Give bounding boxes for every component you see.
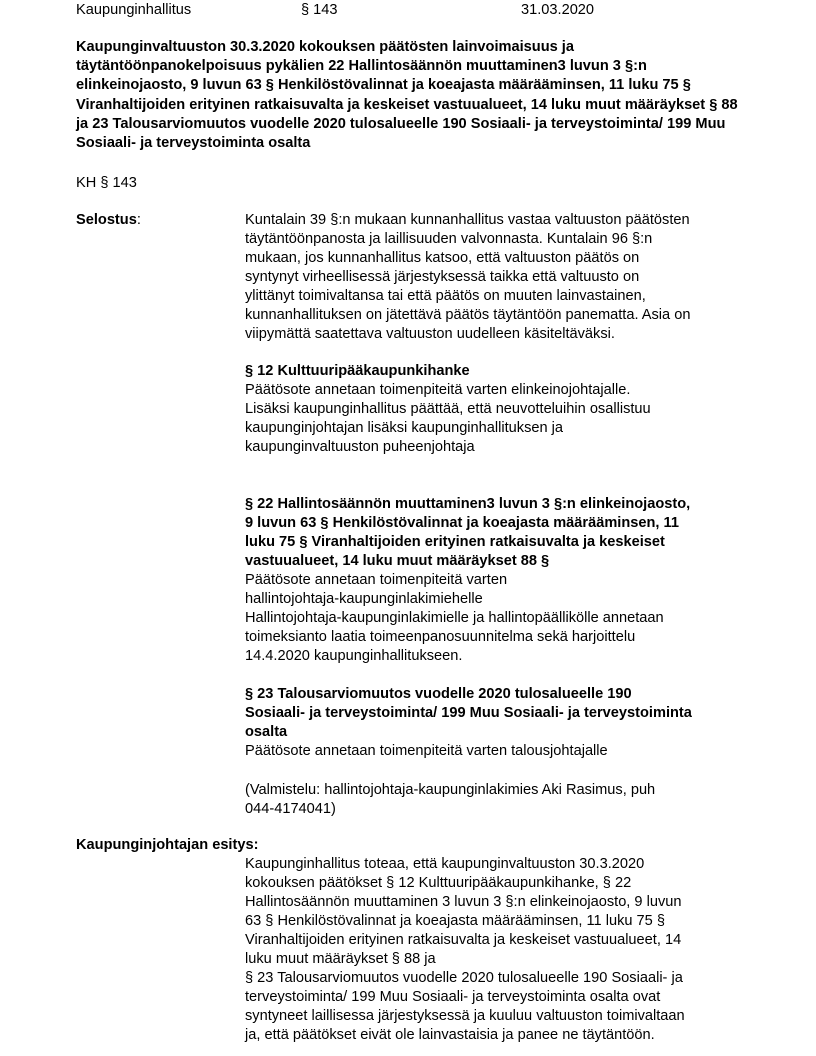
document-title: Kaupunginvaltuuston 30.3.2020 kokouksen päätösten lainvoimaisuus ja täytäntöönpanokelpoisuus pykälien 22 Hallintosäännön muuttaminen3 luvun 3 §:n elinkeinojaosto, 9 luvun 63 § Henkilöstövalinnat ja koeajasta määrääminsen, 11 luku 75 § Viranhaltijoiden erityinen ratkaisuvalta ja keskeiset vastuualueet, 14 luku muut määräykset § 88 ja 23 Talousarviomuutos vuodelle 2020 tulosalueelle 190 Sosiaali- ja terveystoiminta/ 199 Muu Sosiaali- ja terveystoiminta osalta [76,39,738,152]
section-12-line: Päätösote annetaan toimenpiteitä varten elinkeinojohtajalle. [245,382,631,398]
intro-line: mukaan, jos kunnanhallitus katsoo, että valtuuston päätös on [245,250,640,266]
section-22-heading: § 22 Hallintosäännön muuttaminen3 luvun 3 §:n elinkeinojaosto, [245,496,691,512]
intro-line: ylittänyt toimivaltansa tai että päätös on muuten lainvastainen, [245,288,646,304]
section-12-line: kaupunginjohtajan lisäksi kaupunginhallituksen ja [245,420,564,436]
section-23-heading: Sosiaali- ja terveystoiminta/ 199 Muu Sosiaali- ja terveystoiminta [245,705,692,721]
section-12-line: Lisäksi kaupunginhallitus päättää, että neuvotteluihin osallistuu [245,401,651,417]
esitys-line: Viranhaltijoiden erityinen ratkaisuvalta ja keskeiset vastuualueet, 14 [245,932,682,948]
intro-line: syntynyt virheellisessä järjestyksessä taikka että valtuusto on [245,269,640,285]
section-22-heading: vastuualueet, 14 luku muut määräykset 88 § [245,553,550,569]
section-12 [245,362,745,457]
esitys-line: luku muut määräykset § 88 ja [245,951,436,967]
section-23 [245,685,745,761]
intro-line: viipymättä saatettava valtuuston uudelleen käsiteltäväksi. [245,326,615,342]
esitys-line: syntyneet laillisessa järjestyksessä ja kuuluu valtuuston toimivaltaan [245,1008,685,1024]
section-22 [245,495,745,666]
esitys-line: terveystoiminta/ 199 Muu Sosiaali- ja terveystoiminta osalta ovat [245,989,661,1005]
esitys-line: ja, että päätökset eivät ole lainvastaisia ja panee ne täytäntöön. [245,1027,655,1043]
section-23-heading: § 23 Talousarviomuutos vuodelle 2020 tulosalueelle 190 [245,686,632,702]
section-22-line: 14.4.2020 kaupunginhallitukseen. [245,648,463,664]
section-22-line: hallintojohtaja-kaupunginlakimiehelle [245,591,483,607]
intro-line: kunnanhallituksen on jätettävä päätös täytäntöön panematta. Asia on [245,307,691,323]
esitys-line: kokouksen päätökset § 12 Kulttuuripääkaupunkihanke, § 22 [245,875,632,891]
esitys-body [245,855,745,1045]
section-12-heading: § 12 Kulttuuripääkaupunkihanke [245,363,470,379]
valmistelu-note [245,781,745,819]
section-12-line: kaupunginvaltuuston puheenjohtaja [245,439,475,455]
header-organ: Kaupunginhallitus [76,2,192,18]
intro-line: täytäntöönpanosta ja laillisuuden valvonnasta. Kuntalain 96 §:n [245,231,653,247]
esitys-line: Kaupunginhallitus toteaa, että kaupunginvaltuuston 30.3.2020 [245,856,645,872]
valmistelu-line: 044-4174041) [245,801,336,817]
section-23-heading: osalta [245,724,288,740]
header-section: § 143 [301,2,338,18]
intro-line: Kuntalain 39 §:n mukaan kunnanhallitus vastaa valtuuston päätösten [245,212,690,228]
selostus-intro [245,211,745,344]
kh-reference: KH § 143 [76,175,137,191]
valmistelu-line: (Valmistelu: hallintojohtaja-kaupunginlakimies Aki Rasimus, puh [245,782,656,798]
esitys-line: Hallintosäännön muuttaminen 3 luvun 3 §:n elinkeinojaosto, 9 luvun [245,894,682,910]
section-22-line: Päätösote annetaan toimenpiteitä varten [245,572,508,588]
esitys-line: § 23 Talousarviomuutos vuodelle 2020 tulosalueelle 190 Sosiaali- ja [245,970,683,986]
selostus-label: Selostus: [76,212,141,228]
section-22-line: Hallintojohtaja-kaupunginlakimielle ja hallintopäällikölle annetaan [245,610,664,626]
section-22-line: toimeksianto laatia toimeenpanosuunnitelma sekä harjoittelu [245,629,636,645]
section-22-heading: 9 luvun 63 § Henkilöstövalinnat ja koeajasta määrääminsen, 11 [245,515,679,531]
section-23-line: Päätösote annetaan toimenpiteitä varten talousjohtajalle [245,743,608,759]
page-header [76,1,776,21]
section-22-heading: luku 75 § Viranhaltijoiden erityinen ratkaisuvalta ja keskeiset [245,534,665,550]
esitys-line: 63 § Henkilöstövalinnat ja koeajasta määrääminsen, 11 luku 75 § [245,913,665,929]
esitys-label: Kaupunginjohtajan esitys: [76,837,259,853]
header-date: 31.03.2020 [521,2,595,18]
